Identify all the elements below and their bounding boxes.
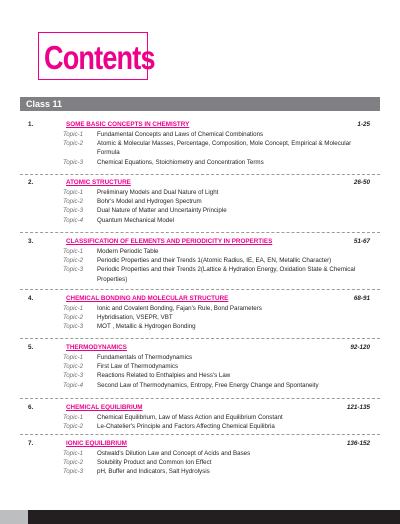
topic-row — [20, 458, 380, 467]
chapter-heading — [20, 342, 380, 353]
topic-label: Topic-2 — [63, 198, 84, 206]
topic-row — [20, 216, 380, 225]
topic-row — [20, 265, 380, 283]
chapter-number: 1. — [28, 121, 34, 128]
topic-label: Topic-4 — [63, 216, 84, 224]
chapter-heading — [20, 236, 380, 247]
topic-row — [20, 139, 380, 157]
topic-title: Solubility Product and Common Ion Effect — [97, 459, 212, 467]
topic-row — [20, 381, 380, 390]
topic-title: Bohr's Model and Hydrogen Spectrum — [97, 198, 202, 206]
chapter-heading — [20, 402, 380, 413]
chapter-number: 3. — [28, 238, 34, 245]
topic-title: pH, Buffer and Indicators, Salt Hydrolysis — [97, 468, 210, 476]
topic-row — [20, 206, 380, 215]
topic-title: Hybridisation, VSEPR, VBT — [97, 314, 173, 322]
topic-label: Topic-1 — [63, 450, 84, 457]
topic-row — [20, 322, 380, 331]
section-divider — [20, 398, 380, 399]
topic-label: Topic-3 — [63, 468, 84, 476]
topic-label: Topic-1 — [63, 189, 84, 196]
topic-label: Topic-1 — [63, 248, 84, 255]
chapter-title-link[interactable]: THERMODYNAMICS — [66, 344, 127, 351]
class-header: Class 11 — [20, 97, 380, 111]
section-divider — [20, 338, 380, 339]
chapter-number: 4. — [28, 295, 34, 302]
topic-row — [20, 247, 380, 256]
topic-row — [20, 353, 380, 362]
topic-row — [20, 256, 380, 265]
toc-section — [20, 402, 380, 431]
chapter-title-link[interactable]: CHEMICAL BONDING AND MOLECULAR STRUCTURE — [66, 295, 229, 302]
topic-title: Quantum Mechanical Model — [97, 216, 175, 224]
topic-row — [20, 362, 380, 371]
topic-label: Topic-2 — [63, 314, 84, 322]
chapter-heading — [20, 438, 380, 449]
chapter-title-link[interactable]: SOME BASIC CONCEPTS IN CHEMISTRY — [66, 121, 190, 128]
topic-label: Topic-1 — [63, 354, 84, 361]
topic-row — [20, 158, 380, 167]
topic-title: Modern Periodic Table — [97, 248, 159, 255]
topic-label: Topic-2 — [63, 140, 84, 148]
topic-title: Dual Nature of Matter and Uncertainty Principle — [97, 207, 227, 215]
toc-section — [20, 119, 380, 167]
topic-label: Topic-3 — [63, 158, 84, 166]
topic-title: Ostwald's Dilution Law and Concept of Acids and Bases — [97, 450, 251, 457]
chapter-title-link[interactable]: IONIC EQUILIBRIUM — [66, 440, 127, 447]
chapter-heading — [20, 293, 380, 304]
topic-title: Reactions Related to Enthalpies and Hess's Law — [97, 372, 231, 380]
topic-row — [20, 371, 380, 380]
chapter-number: 2. — [28, 179, 34, 186]
topic-title: Periodic Properties and their Trends 2(Lattice & Hydration Energy, Oxidation State & Chemical Properties) — [97, 266, 356, 283]
topic-row — [20, 467, 380, 476]
topic-title: Atomic & Molecular Masses, Percentage, Composition, Mole Concept, Empirical & Molecular Formula — [97, 140, 352, 157]
topic-row — [20, 188, 380, 197]
topic-title: Second Law of Thermodynamics, Entropy, Free Energy Change and Spontaneity — [97, 381, 319, 389]
topic-title: Periodic Properties and their Trends 1(Atomic Radius, IE, EA, EN, Metallic Character) — [97, 257, 332, 265]
topic-label: Topic-2 — [63, 363, 84, 371]
toc-section — [20, 438, 380, 477]
topic-title: Chemical Equations, Stoichiometry and Concentration Terms — [97, 158, 264, 166]
chapter-page-range: 51-67 — [353, 238, 370, 245]
chapter-page-range: 92-120 — [350, 344, 370, 351]
toc-section — [20, 177, 380, 225]
topic-title: First Law of Thermodynamics — [97, 363, 179, 371]
topic-row — [20, 313, 380, 322]
topic-label: Topic-3 — [63, 323, 84, 331]
chapter-number: 7. — [28, 440, 34, 447]
chapter-heading — [20, 177, 380, 188]
topic-label: Topic-3 — [63, 266, 84, 274]
toc-section — [20, 293, 380, 332]
section-divider — [20, 289, 380, 290]
topic-label: Topic-2 — [63, 257, 84, 265]
toc-section — [20, 342, 380, 390]
topic-row — [20, 130, 380, 139]
topic-label: Topic-2 — [63, 459, 84, 467]
section-divider — [20, 434, 380, 435]
chapter-page-range: 26-50 — [353, 179, 370, 186]
topic-label: Topic-2 — [63, 423, 84, 431]
topic-title: Ionic and Covalent Bonding, Fajan's Rule, Bond Parameters — [97, 305, 262, 312]
chapter-page-range: 68-91 — [353, 295, 370, 302]
section-divider — [20, 174, 380, 175]
toc-section — [20, 236, 380, 284]
topic-row — [20, 304, 380, 313]
chapter-number: 5. — [28, 344, 34, 351]
chapter-number: 6. — [28, 404, 34, 411]
topic-label: Topic-3 — [63, 372, 84, 380]
topic-title: Preliminary Models and Dual Nature of Light — [97, 189, 219, 196]
chapter-page-range: 1-25 — [357, 121, 370, 128]
chapter-title-link[interactable]: CLASSIFICATION OF ELEMENTS AND PERIODICITY IN PROPERTIES — [66, 238, 273, 245]
topic-title: Fundamental Concepts and Laws of Chemical Combinations — [97, 131, 264, 138]
footer-accent — [0, 510, 28, 524]
section-divider — [20, 232, 380, 233]
topic-label: Topic-1 — [63, 131, 84, 138]
topic-title: MOT , Metallic & Hydrogen Bonding — [97, 323, 196, 331]
topic-row — [20, 197, 380, 206]
topic-row — [20, 422, 380, 431]
topic-title: Chemical Equilibrium, Law of Mass Action and Equilibrium Constant — [97, 414, 283, 421]
topic-title: Fundamentals of Thermodynamics — [97, 354, 193, 361]
topic-label: Topic-1 — [63, 414, 84, 421]
topic-title: Le-Chatelier's Principle and Factors Affecting Chemical Equilibria — [97, 423, 275, 431]
footer-bar — [0, 510, 400, 524]
topic-label: Topic-1 — [63, 305, 84, 312]
page-title: Contents — [44, 39, 155, 76]
chapter-title-link[interactable]: CHEMICAL EQUILIBRIUM — [66, 404, 143, 411]
topic-label: Topic-4 — [63, 381, 84, 389]
topic-row — [20, 413, 380, 422]
chapter-heading — [20, 119, 380, 130]
chapter-page-range: 121-135 — [346, 404, 370, 411]
chapter-title-link[interactable]: ATOMIC STRUCTURE — [66, 179, 131, 186]
topic-label: Topic-3 — [63, 207, 84, 215]
chapter-page-range: 136-152 — [346, 440, 370, 447]
topic-row — [20, 449, 380, 458]
